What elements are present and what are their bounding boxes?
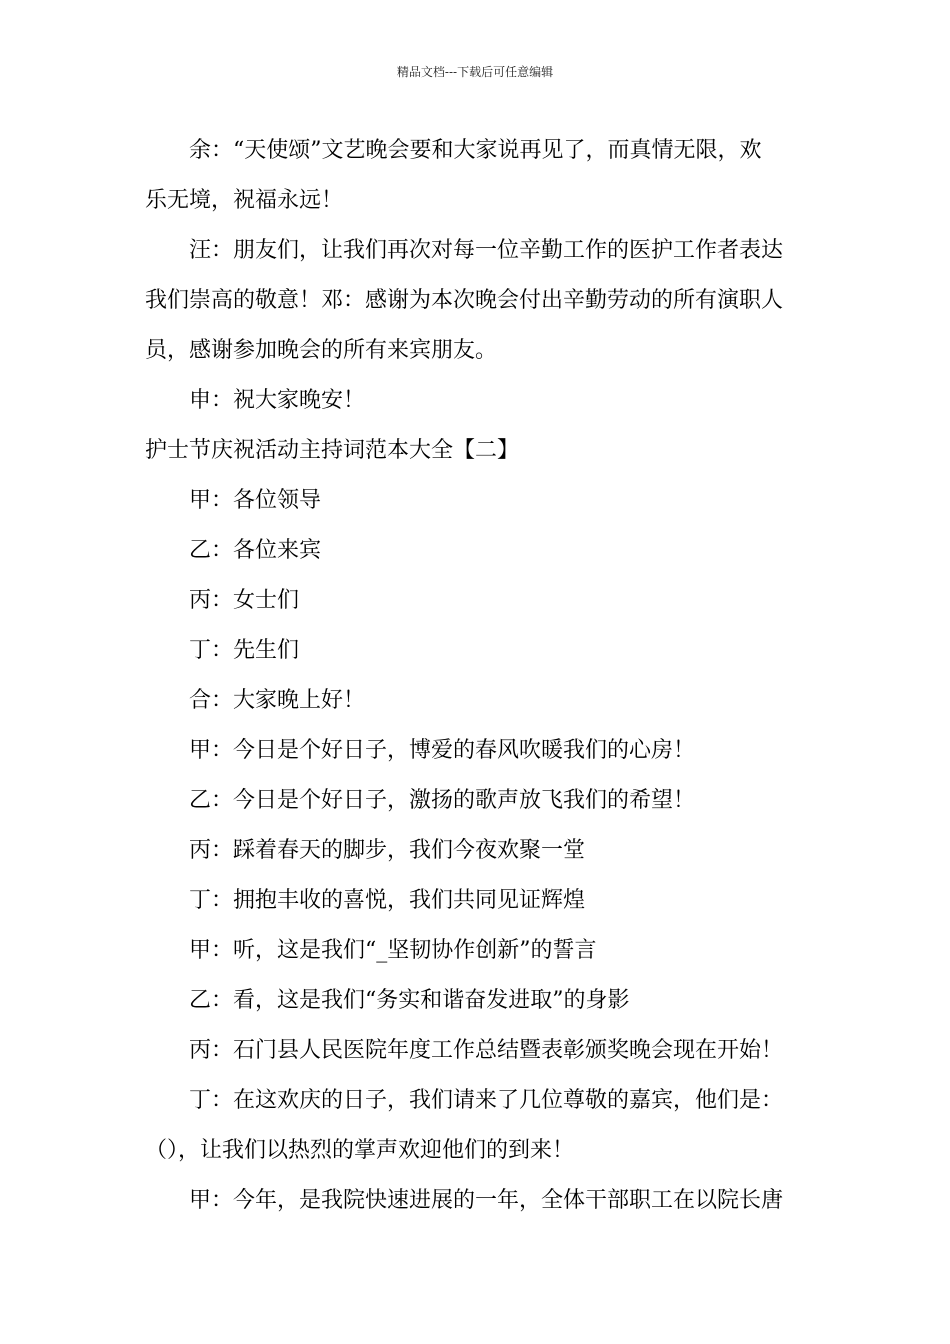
text-line: （），让我们以热烈的掌声欢迎他们的到来！	[145, 1138, 575, 1163]
text-line: 汪：朋友们，让我们再次对每一位辛勤工作的医护工作者表达	[189, 238, 784, 263]
text-line: 乙：看，这是我们“务实和谐奋发进取”的身影	[189, 988, 630, 1013]
paragraph	[145, 726, 807, 776]
paragraph	[145, 126, 807, 226]
paragraph	[145, 676, 807, 726]
paragraph	[145, 1176, 807, 1226]
text-line: 丙：踩着春天的脚步，我们今夜欢聚一堂	[189, 838, 586, 863]
paragraph	[145, 976, 807, 1026]
text-line: 丁：先生们	[189, 638, 300, 663]
paragraph	[145, 826, 807, 876]
document-body	[145, 126, 807, 1226]
text-line: 乙：今日是个好日子，激扬的歌声放飞我们的希望！	[189, 788, 696, 813]
paragraph	[145, 476, 807, 526]
text-line: 甲：今年，是我院快速进展的一年，全体干部职工在以院长唐	[189, 1188, 784, 1213]
text-line: 我们崇高的敬意！邓：感谢为本次晚会付出辛勤劳动的所有演职人	[145, 288, 784, 313]
text-line: 甲：听，这是我们“_坚韧协作创新”的誓言	[189, 938, 597, 963]
paragraph	[145, 926, 807, 976]
paragraph	[145, 226, 807, 376]
text-line: 员，感谢参加晚会的所有来宾朋友。	[145, 338, 498, 363]
text-line: 合：大家晚上好！	[189, 688, 366, 713]
section-heading	[145, 426, 807, 476]
paragraph	[145, 776, 807, 826]
paragraph	[145, 1076, 807, 1176]
paragraph	[145, 526, 807, 576]
text-line: 甲：各位领导	[189, 488, 322, 513]
page-header: 精品文档---下载后可任意编辑	[396, 65, 554, 79]
paragraph	[145, 576, 807, 626]
text-line: 丁：拥抱丰收的喜悦，我们共同见证辉煌	[189, 888, 586, 913]
paragraph	[145, 1026, 807, 1076]
text-line: 乙：各位来宾	[189, 538, 322, 563]
paragraph	[145, 876, 807, 926]
text-line: 申：祝大家晚安！	[189, 388, 366, 413]
paragraph	[145, 626, 807, 676]
text-line: 丁：在这欢庆的日子，我们请来了几位尊敬的嘉宾，他们是：	[189, 1088, 784, 1113]
paragraph	[145, 376, 807, 426]
text-line: 甲：今日是个好日子，博爱的春风吹暖我们的心房！	[189, 738, 696, 763]
text-line: 丙：女士们	[189, 588, 300, 613]
text-line: 余：“天使颂”文艺晚会要和大家说再见了，而真情无限，欢	[189, 138, 762, 163]
text-line: 护士节庆祝活动主持词范本大全【二】	[145, 438, 520, 463]
text-line: 乐无境，祝福永远！	[145, 188, 344, 213]
text-line: 丙：石门县人民医院年度工作总结暨表彰颁奖晚会现在开始！	[189, 1038, 784, 1063]
